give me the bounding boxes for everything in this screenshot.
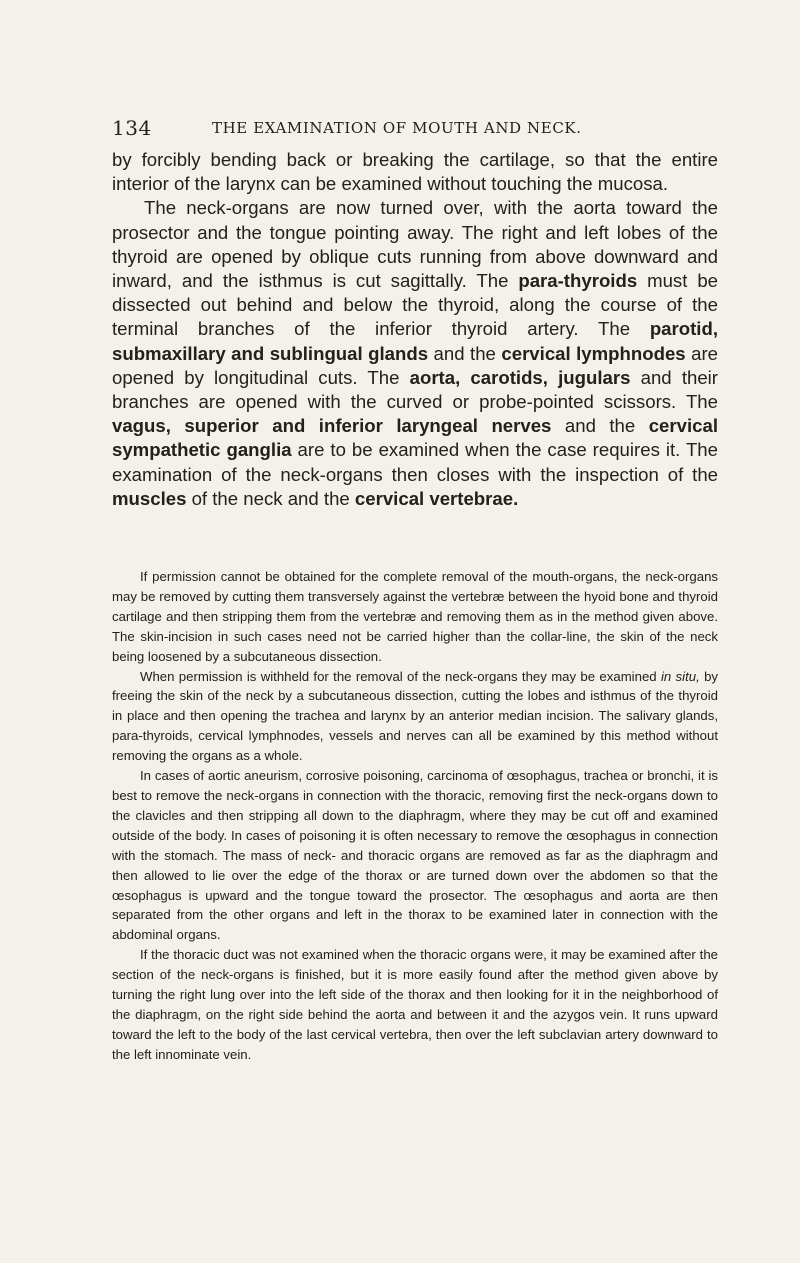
- bold-term-glands: parotid, submaxillary and sublingual glands: [112, 318, 718, 364]
- main-text: [112, 148, 718, 511]
- paragraph-continuation: by forcibly bending back or breaking the cartilage, so that the entire interior of the larynx can be examined without touching the mucosa.: [112, 149, 718, 195]
- running-title: THE EXAMINATION OF MOUTH AND NECK.: [212, 119, 582, 137]
- fine-paragraph-permission: If permission cannot be obtained for the complete removal of the mouth-organs, the neck-organs may be removed by cutting them transversely against the vertebræ between the hyoid bone and thyroid cartilage and then stripping them from the vertebræ and removing them as in the method given above. The skin-incision in such cases need not be carried higher than the collar-line, the skin of the neck being loosened by a subcutaneous dissection.: [112, 569, 718, 664]
- text-run: are opened by longitudinal cuts. The: [112, 342, 719, 388]
- page-number: 134: [112, 116, 152, 140]
- text-run: and the: [428, 342, 502, 364]
- italic-in-situ: in situ,: [660, 668, 700, 684]
- bold-term-parathyroids: para-thyroids: [518, 270, 638, 292]
- bold-term-vessels: aorta, carotids, jugulars: [409, 366, 631, 388]
- text-run: by freeing the skin of the neck by a subcutaneous dissection, cutting the lobes and isthmus of the thyroid in place and then opening the trachea and larynx by an anterior median incision. The salivary glands, para-thyroids, cervical lymphnodes, vessels and nerves can all be examined by this method without removing the organs as a whole.: [112, 668, 718, 764]
- text-run: and their branches are opened with the curved or probe-pointed scissors. The: [112, 366, 718, 413]
- text-run: and the: [551, 415, 649, 437]
- running-head: [112, 116, 718, 140]
- text-run: are to be examined when the case requires it. The examination of the neck-organs then closes with the inspection of the: [112, 439, 718, 485]
- paragraph-neck-organs: [112, 196, 718, 511]
- bold-term-lymphnodes: cervical lymphnodes: [501, 342, 686, 364]
- text-run: of the neck and the: [186, 487, 355, 509]
- bold-term-nerves: vagus, superior and inferior laryngeal nerves: [112, 415, 552, 437]
- fine-paragraph-thoracic-duct: If the thoracic duct was not examined when the thoracic organs were, it may be examined after the section of the neck-organs is finished, but it is more easily found after the method given above by turning the right lung over into the left side of the thorax and then looking for it in the neighborhood of the diaphragm, on the right side behind the aorta and between it and the azygos vein. It runs upward toward the left to the body of the last cervical vertebra, then over the left subclavian artery downward to the left innominate vein.: [112, 947, 718, 1062]
- text-run: must be dissected out behind and below the thyroid, along the course of the terminal branches of the inferior thyroid artery. The: [112, 270, 718, 340]
- fine-print: [112, 567, 718, 1065]
- bold-term-ganglia: cervical sympathetic ganglia: [112, 415, 718, 461]
- fine-paragraph-aneurism: In cases of aortic aneurism, corrosive poisoning, carcinoma of œsophagus, trachea or bronchi, it is best to remove the neck-organs in connection with the thoracic, removing first the neck-organs down to the clavicles and then stripping all down to the diaphragm, where they may be cut off and examined outside of the body. In cases of poisoning it is often necessary to remove the œsophagus in connection with the stomach. The mass of neck- and thoracic organs are removed as far as the diaphragm and then allowed to lie over the edge of the thorax or are turned down over the abdomen so that the œsophagus is upward and the tongue toward the prosector. The œsophagus and aorta are then separated from the other organs and left in the thorax to be examined later in connection with the abdominal organs.: [112, 768, 718, 943]
- bold-term-vertebrae: cervical vertebrae.: [354, 487, 519, 509]
- bold-term-muscles: muscles: [112, 487, 187, 509]
- fine-paragraph-in-situ: [112, 667, 718, 767]
- text-run: The neck-organs are now turned over, with the aorta toward the prosector and the tongue pointing away. The right and left lobes of the thyroid are opened by oblique cuts running from above downward and inward, and the isthmus is cut sagittally. The: [112, 197, 718, 292]
- text-run: When permission is withheld for the removal of the neck-organs they may be examined: [140, 668, 661, 684]
